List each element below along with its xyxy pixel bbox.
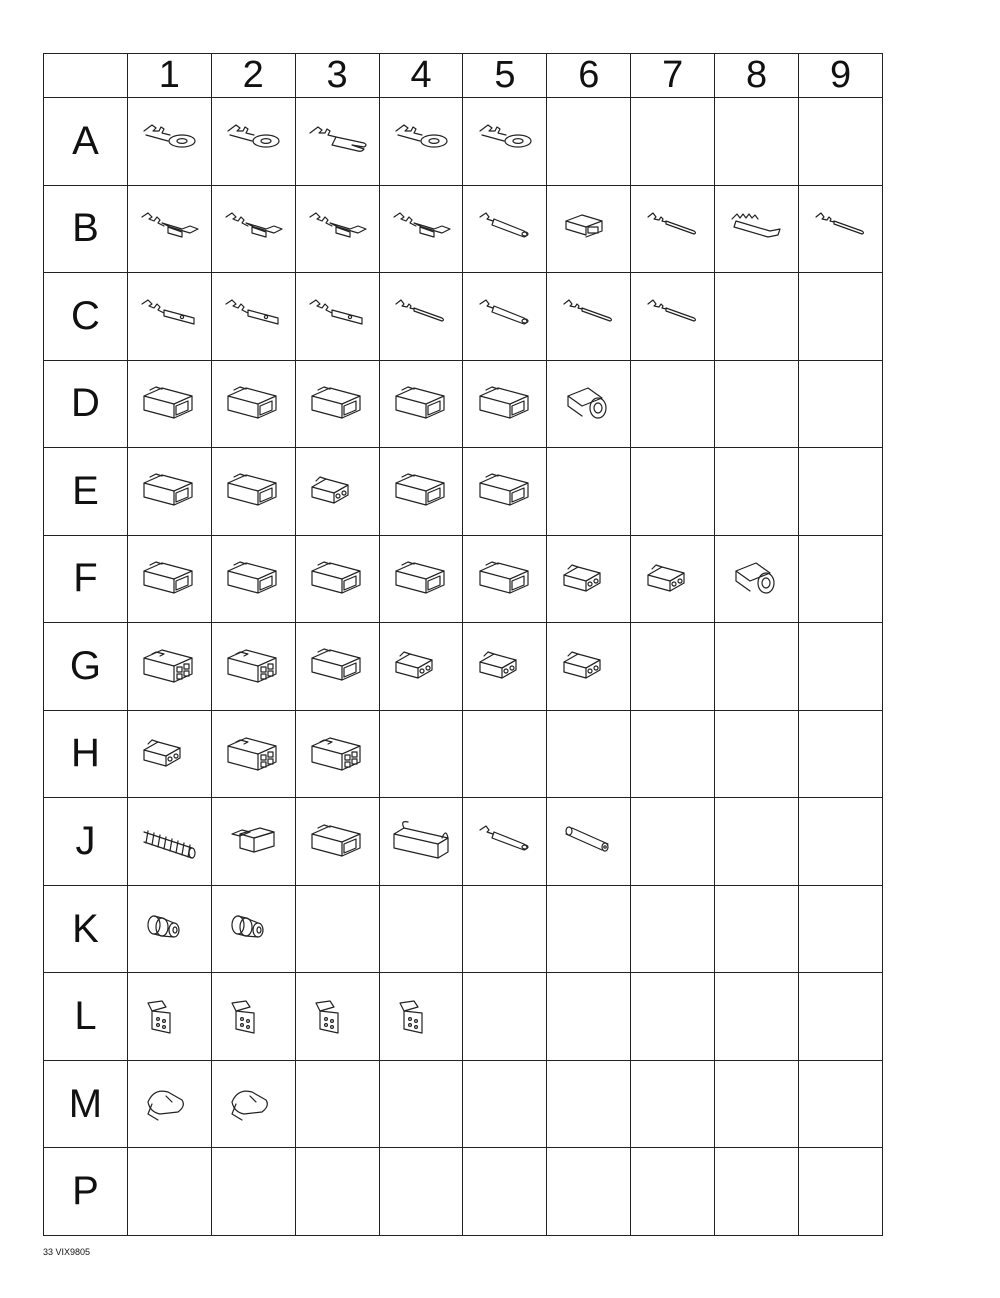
grid-cell: [631, 1060, 715, 1148]
wire-seal-icon: [222, 907, 284, 951]
multi-pin-connector-icon: [138, 644, 200, 688]
pin-terminal-icon: [390, 294, 452, 338]
grid-row: [44, 710, 883, 798]
grid-cell: [463, 710, 547, 798]
column-header: 2: [211, 54, 295, 98]
grid-cell: [379, 973, 463, 1061]
pin-terminal-icon: [642, 294, 704, 338]
grid-cell: [463, 535, 547, 623]
grid-cell: [211, 448, 295, 536]
grid-cell: [211, 710, 295, 798]
pin-terminal-icon: [558, 294, 620, 338]
row-header: P: [44, 1148, 128, 1236]
grid-cell: [715, 448, 799, 536]
grid-cell: [295, 98, 379, 186]
sealed-connector-icon: [558, 644, 620, 688]
insulated-cover-icon: [558, 207, 620, 251]
grid-row: [44, 1148, 883, 1236]
bullet-terminal-icon: [474, 207, 536, 251]
multi-pin-connector-icon: [222, 644, 284, 688]
sealed-connector-icon: [558, 557, 620, 601]
female-blade-terminal-icon: [222, 207, 284, 251]
grid-cell: [715, 1060, 799, 1148]
grid-cell: [463, 885, 547, 973]
grid-cell: [631, 885, 715, 973]
grid-cell: [799, 885, 883, 973]
column-header: 8: [715, 54, 799, 98]
grid-cell: [211, 623, 295, 711]
row-header: D: [44, 360, 128, 448]
grid-row: [44, 273, 883, 361]
bullet-terminal-icon: [474, 820, 536, 864]
grid-cell: [295, 973, 379, 1061]
grid-cell: [799, 710, 883, 798]
grid-cell: [799, 98, 883, 186]
grid-cell: [295, 185, 379, 273]
bullet-terminal-icon: [474, 294, 536, 338]
grid-cell: [211, 798, 295, 886]
grid-cell: [631, 98, 715, 186]
grid-corner: [44, 54, 128, 98]
grid-cell: [547, 1060, 631, 1148]
grid-cell: [295, 885, 379, 973]
row-header: E: [44, 448, 128, 536]
grid-cell: [547, 885, 631, 973]
clip-icon: [138, 1082, 200, 1126]
grid-cell: [715, 98, 799, 186]
grid-cell: [463, 448, 547, 536]
connector-housing-icon: [138, 557, 200, 601]
grid-cell: [715, 273, 799, 361]
grid-row: [44, 1060, 883, 1148]
grid-cell: [463, 185, 547, 273]
row-header: F: [44, 535, 128, 623]
grid-cell: [715, 535, 799, 623]
multi-pin-connector-icon: [306, 732, 368, 776]
grid-cell: [295, 1148, 379, 1236]
grid-cell: [463, 1148, 547, 1236]
grid-cell: [463, 273, 547, 361]
grid-cell: [631, 360, 715, 448]
grid-cell: [547, 535, 631, 623]
connector-housing-icon: [222, 382, 284, 426]
figure-caption: 33 VIX9805: [43, 1247, 91, 1257]
connector-housing-icon: [222, 469, 284, 513]
male-blade-terminal-icon: [222, 294, 284, 338]
grid-row: [44, 98, 883, 186]
ring-terminal-icon: [138, 119, 200, 163]
terminal-lock-icon: [306, 995, 368, 1039]
grid-cell: [211, 1148, 295, 1236]
grid-cell: [127, 360, 211, 448]
column-header: 3: [295, 54, 379, 98]
grid-cell: [547, 448, 631, 536]
grid-cell: [295, 273, 379, 361]
connector-housing-icon: [138, 469, 200, 513]
grid-cell: [127, 185, 211, 273]
grid-cell: [463, 623, 547, 711]
connector-housing-icon: [306, 820, 368, 864]
row-header: M: [44, 1060, 128, 1148]
grid-cell: [799, 273, 883, 361]
fuse-holder-icon: [390, 820, 452, 864]
column-header: 6: [547, 54, 631, 98]
corrugated-tube-icon: [138, 820, 200, 864]
grid-cell: [379, 448, 463, 536]
grid-cell: [547, 98, 631, 186]
grid-cell: [127, 1148, 211, 1236]
grid-cell: [631, 185, 715, 273]
pin-terminal-icon: [642, 207, 704, 251]
grid-cell: [211, 98, 295, 186]
column-header: 1: [127, 54, 211, 98]
male-blade-terminal-icon: [138, 294, 200, 338]
grid-cell: [463, 798, 547, 886]
grid-cell: [547, 1148, 631, 1236]
grid-cell: [211, 360, 295, 448]
connector-housing-icon: [474, 469, 536, 513]
grid-cell: [379, 1148, 463, 1236]
insulated-sleeve-icon: [558, 820, 620, 864]
grid-cell: [631, 973, 715, 1061]
connector-housing-icon: [390, 557, 452, 601]
row-header: A: [44, 98, 128, 186]
grid-cell: [379, 98, 463, 186]
grid-row: [44, 623, 883, 711]
grid-cell: [715, 885, 799, 973]
grid-cell: [127, 623, 211, 711]
grid-cell: [631, 710, 715, 798]
ring-terminal-icon: [222, 119, 284, 163]
sealed-connector-icon: [642, 557, 704, 601]
grid-cell: [799, 1148, 883, 1236]
ring-terminal-icon: [474, 119, 536, 163]
round-connector-icon: [558, 382, 620, 426]
male-blade-terminal-icon: [306, 294, 368, 338]
connector-housing-icon: [138, 382, 200, 426]
grid-cell: [211, 185, 295, 273]
grid-cell: [631, 1148, 715, 1236]
connector-housing-icon: [306, 382, 368, 426]
multi-pin-connector-icon: [222, 732, 284, 776]
grid-cell: [799, 798, 883, 886]
fuse-icon: [222, 820, 284, 864]
grid-cell: [547, 798, 631, 886]
parts-grid: [43, 53, 883, 1236]
grid-cell: [295, 623, 379, 711]
grid-cell: [211, 973, 295, 1061]
grid-cell: [547, 273, 631, 361]
grid-cell: [631, 798, 715, 886]
grid-cell: [379, 1060, 463, 1148]
grid-cell: [799, 448, 883, 536]
row-header: K: [44, 885, 128, 973]
connector-housing-icon: [222, 557, 284, 601]
grid-cell: [211, 885, 295, 973]
spade-terminal-icon: [306, 119, 368, 163]
clip-icon: [222, 1082, 284, 1126]
grid-cell: [379, 623, 463, 711]
grid-row: [44, 885, 883, 973]
grid-row: [44, 798, 883, 886]
grid-cell: [547, 185, 631, 273]
row-header: C: [44, 273, 128, 361]
grid-row: [44, 448, 883, 536]
grid-cell: [379, 360, 463, 448]
sealed-connector-icon: [306, 469, 368, 513]
row-header: L: [44, 973, 128, 1061]
column-header: 4: [379, 54, 463, 98]
grid-cell: [463, 360, 547, 448]
grid-cell: [379, 185, 463, 273]
terminal-lock-icon: [138, 995, 200, 1039]
grid-cell: [127, 535, 211, 623]
female-blade-terminal-icon: [306, 207, 368, 251]
grid-cell: [463, 98, 547, 186]
grid-row: [44, 185, 883, 273]
grid-cell: [295, 1060, 379, 1148]
grid-cell: [211, 1060, 295, 1148]
sealed-connector-icon: [474, 644, 536, 688]
grid-row: [44, 535, 883, 623]
connector-housing-icon: [306, 557, 368, 601]
grid-cell: [127, 98, 211, 186]
grid-cell: [127, 710, 211, 798]
grid-cell: [715, 973, 799, 1061]
grid-cell: [379, 535, 463, 623]
column-header: 7: [631, 54, 715, 98]
grid-cell: [295, 360, 379, 448]
grid-cell: [295, 798, 379, 886]
grid-cell: [715, 1148, 799, 1236]
grid-cell: [547, 623, 631, 711]
column-header: 9: [799, 54, 883, 98]
grid-cell: [799, 360, 883, 448]
grid-cell: [799, 1060, 883, 1148]
terminal-lock-icon: [222, 995, 284, 1039]
grid-cell: [379, 798, 463, 886]
wire-seal-icon: [138, 907, 200, 951]
grid-cell: [295, 448, 379, 536]
grid-cell: [799, 623, 883, 711]
grid-cell: [715, 623, 799, 711]
grid-cell: [295, 710, 379, 798]
female-terminal-icon: [726, 207, 788, 251]
grid-cell: [295, 535, 379, 623]
grid-cell: [127, 448, 211, 536]
row-header: G: [44, 623, 128, 711]
grid-row: [44, 360, 883, 448]
grid-cell: [799, 973, 883, 1061]
column-header: 5: [463, 54, 547, 98]
grid-cell: [799, 185, 883, 273]
grid-cell: [379, 710, 463, 798]
row-header: J: [44, 798, 128, 886]
connector-housing-icon: [474, 557, 536, 601]
grid-cell: [127, 885, 211, 973]
pin-terminal-icon: [810, 207, 872, 251]
terminal-lock-icon: [390, 995, 452, 1039]
grid-cell: [379, 273, 463, 361]
grid-cell: [463, 973, 547, 1061]
female-blade-terminal-icon: [390, 207, 452, 251]
ring-terminal-icon: [390, 119, 452, 163]
connector-housing-icon: [306, 644, 368, 688]
grid-cell: [127, 1060, 211, 1148]
grid-cell: [715, 360, 799, 448]
row-header: B: [44, 185, 128, 273]
female-blade-terminal-icon: [138, 207, 200, 251]
grid-cell: [127, 798, 211, 886]
grid-cell: [631, 623, 715, 711]
grid-cell: [799, 535, 883, 623]
connector-housing-icon: [390, 382, 452, 426]
sealed-connector-icon: [138, 732, 200, 776]
grid-cell: [211, 273, 295, 361]
grid-cell: [715, 185, 799, 273]
grid-cell: [127, 973, 211, 1061]
grid-cell: [547, 710, 631, 798]
connector-housing-icon: [390, 469, 452, 513]
grid-cell: [547, 973, 631, 1061]
row-header: H: [44, 710, 128, 798]
connector-housing-icon: [474, 382, 536, 426]
grid-cell: [631, 535, 715, 623]
grid-cell: [547, 360, 631, 448]
grid-cell: [631, 448, 715, 536]
grid-cell: [211, 535, 295, 623]
grid-cell: [463, 1060, 547, 1148]
sealed-connector-icon: [390, 644, 452, 688]
round-connector-icon: [726, 557, 788, 601]
grid-cell: [379, 885, 463, 973]
grid-row: [44, 973, 883, 1061]
grid-cell: [715, 710, 799, 798]
grid-cell: [715, 798, 799, 886]
grid-cell: [631, 273, 715, 361]
grid-cell: [127, 273, 211, 361]
